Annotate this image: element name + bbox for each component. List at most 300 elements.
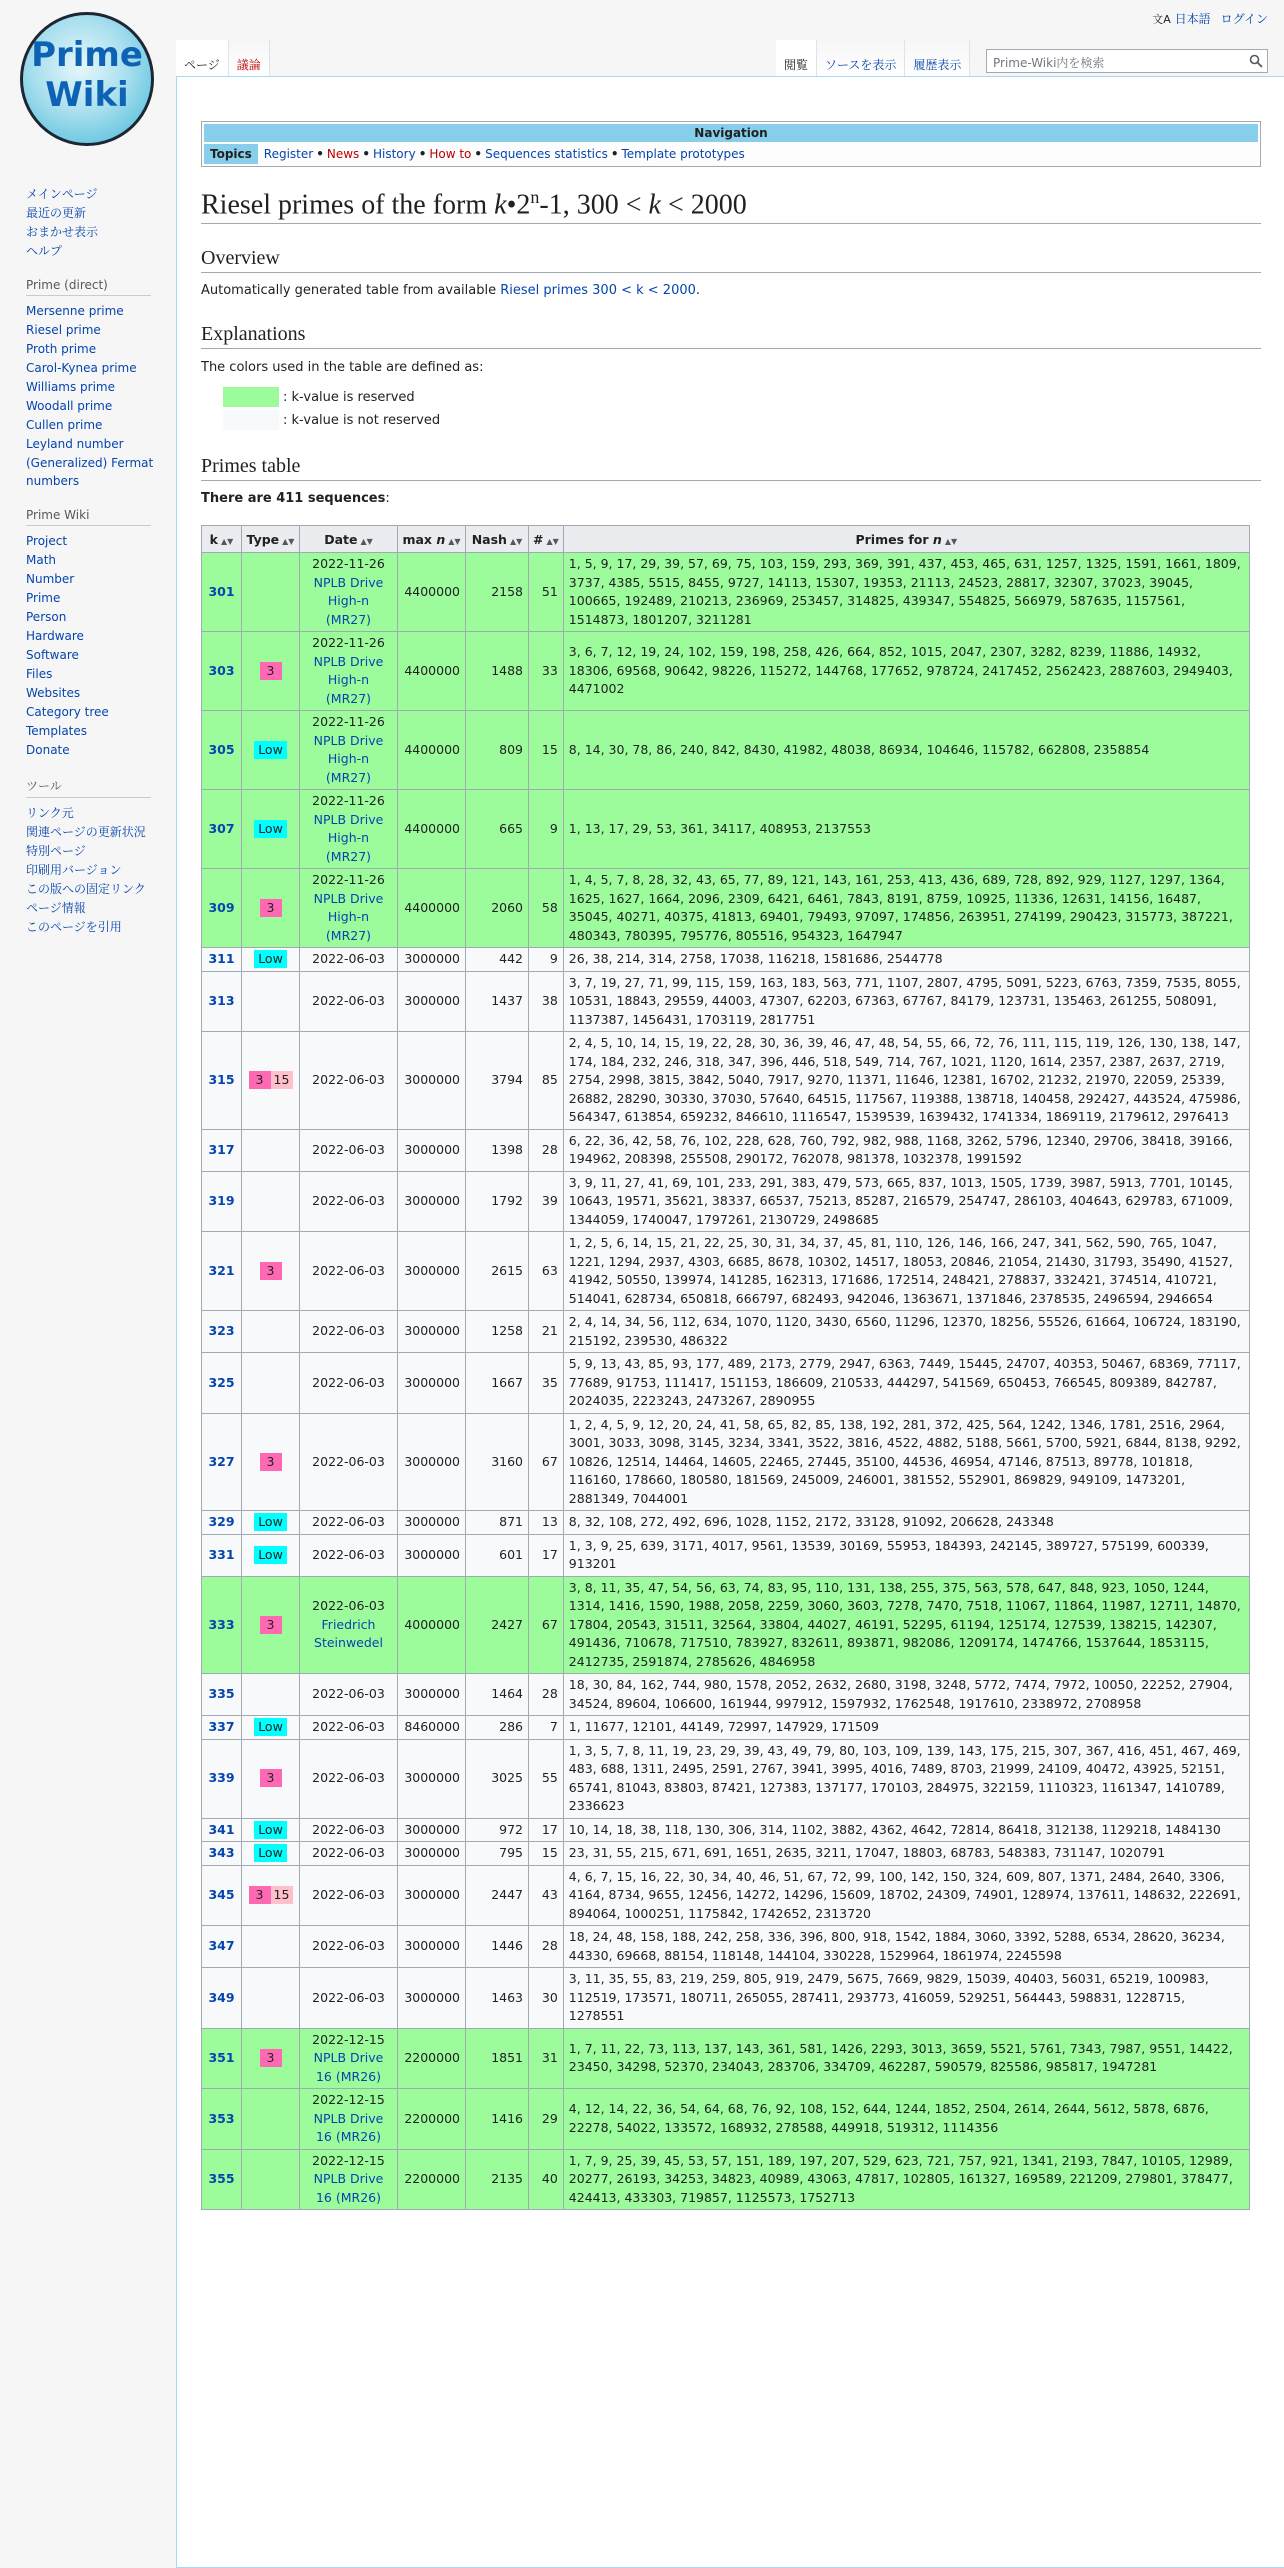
- count-cell: 40: [529, 2149, 564, 2210]
- bullet-separator: •: [610, 147, 619, 161]
- date-cell: [300, 1576, 398, 1674]
- type-badge: 15: [271, 1071, 293, 1089]
- date-cell: [300, 1171, 398, 1232]
- site-logo[interactable]: [20, 12, 154, 146]
- navbox-link[interactable]: News: [326, 147, 360, 161]
- primes-cell: 8, 32, 108, 272, 492, 696, 1028, 1152, 2172, 33128, 91092, 206628, 243348: [563, 1511, 1249, 1535]
- max-n-cell: 3000000: [398, 1511, 466, 1535]
- primes-cell: 1, 5, 9, 17, 29, 39, 57, 69, 75, 103, 159, 293, 369, 391, 437, 453, 465, 631, 1257, 1325, 1591, 1661, 1809, 3737, 4385, 5515, 8455, 9727, 14113, 15307, 19353, 21113, 24523, 28817, 32307, 37023, 39045, 100665, 192489, 210213, 236969, 253457, 314825, 439347, 554825, 566979, 587635, 1157561, 1514873, 1801207, 3211281: [563, 553, 1249, 632]
- sidebar-prime-wiki-item[interactable]: [26, 646, 176, 664]
- type-badge: 3: [260, 1262, 282, 1280]
- tab-page[interactable]: ページ: [176, 40, 229, 76]
- type-badge: 15: [271, 1886, 293, 1904]
- reserved-by-link[interactable]: NPLB Drive High-n (MR27): [313, 574, 384, 627]
- count-cell: 28: [529, 1926, 564, 1968]
- date-cell: [300, 2028, 398, 2089]
- date-text: 2022-06-03: [312, 951, 385, 966]
- search-icon[interactable]: [1249, 53, 1263, 72]
- sidebar-prime-wiki-link[interactable]: Person: [26, 610, 67, 624]
- sidebar-prime-wiki-link[interactable]: Number: [26, 572, 75, 586]
- bullet-separator: •: [362, 147, 370, 161]
- legend-not-reserved: : k-value is not reserved: [223, 410, 440, 430]
- sidebar-nav-link[interactable]: おまかせ表示: [26, 225, 99, 239]
- type-badge: 3: [260, 1453, 282, 1471]
- k-value-link[interactable]: 331: [202, 1534, 242, 1576]
- max-n-cell: 4400000: [398, 553, 466, 632]
- count-cell: 33: [529, 632, 564, 711]
- date-text: 2022-06-03: [312, 1374, 385, 1390]
- sidebar-heading: Prime (direct): [26, 278, 151, 296]
- sidebar-prime-wiki-link[interactable]: Websites: [26, 686, 81, 700]
- reserved-by-link[interactable]: NPLB Drive 16 (MR26): [313, 2110, 384, 2144]
- type-cell: [242, 1865, 300, 1926]
- k-value-link[interactable]: 323: [202, 1311, 242, 1353]
- type-cell: [242, 1311, 300, 1353]
- primes-cell: 18, 24, 48, 158, 188, 242, 258, 336, 396, 800, 918, 1542, 1884, 3060, 3392, 5288, 6534, 28620, 36234, 44330, 69668, 88154, 118148, 144104, 330228, 1529964, 1861974, 2245598: [563, 1926, 1249, 1968]
- sidebar-tools-item[interactable]: [26, 804, 176, 822]
- date-text: 2022-06-03: [312, 1323, 385, 1339]
- nash-cell: 972: [466, 1818, 529, 1842]
- sidebar-tools-item[interactable]: [26, 823, 176, 841]
- sidebar-prime-wiki-link[interactable]: Files: [26, 667, 53, 681]
- date-cell: [300, 790, 398, 869]
- primes-cell: 1, 2, 4, 5, 9, 12, 20, 24, 41, 58, 65, 82, 85, 138, 192, 281, 372, 425, 564, 1242, 1346, 1781, 2516, 2964, 3001, 3033, 3098, 3145, 3234, 3341, 3522, 3816, 4522, 4882, 5188, 5661, 5700, 5921, 6844, 8138, 9292, 10826, 12514, 14464, 14605, 22465, 27445, 35100, 44536, 46954, 47146, 87513, 89778, 101818, 116160, 178660, 180580, 181569, 245009, 246001, 381552, 552901, 869829, 949109, 1473201, 2881349, 7044001: [563, 1413, 1249, 1511]
- sidebar-prime-wiki-link[interactable]: Project: [26, 534, 68, 548]
- k-value-link[interactable]: 327: [202, 1413, 242, 1511]
- table-row: [202, 1171, 1250, 1232]
- sidebar-prime-wiki-item[interactable]: [26, 665, 176, 683]
- k-value-link[interactable]: 353: [202, 2089, 242, 2150]
- sidebar-tools-link[interactable]: 印刷用バージョン: [26, 863, 122, 877]
- k-value-link[interactable]: 333: [202, 1576, 242, 1674]
- k-value-link[interactable]: 313: [202, 971, 242, 1032]
- primes-cell: 10, 14, 18, 38, 118, 130, 306, 314, 1102, 3882, 4362, 4642, 72814, 86418, 312138, 1129218, 1484130: [563, 1818, 1249, 1842]
- type-badge: 3: [260, 662, 282, 680]
- sidebar-nav-link[interactable]: メインページ: [26, 187, 98, 201]
- count-cell: 28: [529, 1129, 564, 1171]
- date-cell: [300, 971, 398, 1032]
- sidebar-prime-direct-item[interactable]: [26, 435, 176, 453]
- k-value-link[interactable]: 305: [202, 711, 242, 790]
- sidebar-prime-wiki-item[interactable]: [26, 684, 176, 702]
- k-value-link[interactable]: 301: [202, 553, 242, 632]
- type-cell: [242, 1413, 300, 1511]
- tab-talk[interactable]: 議論: [229, 40, 270, 76]
- count-cell: 67: [529, 1576, 564, 1674]
- sidebar-prime-wiki-link[interactable]: Prime: [26, 591, 61, 605]
- navbox-link[interactable]: Sequences statistics: [485, 147, 608, 161]
- count-cell: 31: [529, 2028, 564, 2089]
- sidebar-prime-direct-link[interactable]: Leyland number: [26, 437, 124, 451]
- type-badge: Low: [254, 741, 287, 759]
- date-cell: [300, 632, 398, 711]
- nash-cell: 1416: [466, 2089, 529, 2150]
- type-cell: [242, 1842, 300, 1866]
- date-cell: [300, 948, 398, 972]
- translate-icon: 文A: [1152, 13, 1171, 26]
- date-cell: [300, 1353, 398, 1414]
- sort-icon[interactable]: ▲▼: [282, 536, 295, 546]
- explanations-text: The colors used in the table are defined as:: [201, 360, 484, 375]
- sidebar-nav-item[interactable]: [26, 223, 176, 241]
- reserved-by-link[interactable]: NPLB Drive High-n (MR27): [313, 890, 384, 943]
- type-badge: Low: [254, 1513, 287, 1531]
- date-text: 2022-11-26: [312, 714, 385, 729]
- sidebar-prime-direct-item[interactable]: [26, 302, 176, 320]
- sidebar-nav-link[interactable]: ヘルプ: [26, 244, 63, 258]
- k-value-link[interactable]: 325: [202, 1353, 242, 1414]
- sidebar-prime-direct-link[interactable]: Riesel prime: [26, 323, 101, 337]
- search-placeholder: Prime-Wiki内を検索: [993, 56, 1105, 70]
- sidebar-tools-item[interactable]: [26, 880, 176, 898]
- primes-table: [201, 525, 1250, 2210]
- date-cell: [300, 869, 398, 948]
- sidebar-tools-link[interactable]: このページを引用: [26, 920, 122, 934]
- k-value-link[interactable]: 337: [202, 1716, 242, 1740]
- type-cell: [242, 2089, 300, 2150]
- table-row: [202, 2028, 1250, 2089]
- nash-cell: 1463: [466, 1968, 529, 2029]
- date-text: 2022-06-03: [312, 993, 385, 1008]
- table-row: [202, 711, 1250, 790]
- table-row: [202, 1968, 1250, 2029]
- sort-icon[interactable]: ▲▼: [944, 536, 958, 546]
- table-row: [202, 1865, 1250, 1926]
- k-value-link[interactable]: 307: [202, 790, 242, 869]
- date-text: 2022-06-03: [312, 1719, 385, 1734]
- date-cell: [300, 1511, 398, 1535]
- search-input[interactable]: [986, 49, 1268, 73]
- max-n-cell: 2200000: [398, 2028, 466, 2089]
- column-header[interactable]: # ▲▼: [529, 526, 564, 553]
- type-badge: Low: [254, 820, 287, 838]
- login-link[interactable]: ログイン: [1220, 12, 1268, 26]
- type-badge: Low: [254, 1546, 287, 1564]
- sidebar-prime-wiki-item[interactable]: [26, 608, 176, 626]
- count-cell: 15: [529, 1842, 564, 1866]
- date-text: 2022-12-15: [312, 2152, 385, 2168]
- sidebar-prime-direct-item[interactable]: [26, 397, 176, 415]
- sort-icon[interactable]: ▲▼: [546, 536, 559, 546]
- table-row: [202, 948, 1250, 972]
- primes-cell: 1, 4, 5, 7, 8, 28, 32, 43, 65, 77, 89, 121, 143, 161, 253, 413, 436, 689, 728, 892, 929, 1127, 1297, 1364, 1625, 1627, 1664, 2096, 2309, 6421, 6461, 7843, 8191, 8759, 10925, 11336, 12631, 14156, 16487, 35045, 40271, 40375, 41813, 69401, 79493, 97097, 174856, 263951, 274199, 290423, 315773, 387221, 480343, 780395, 795776, 805516, 954323, 1647947: [563, 869, 1249, 948]
- sidebar-prime-direct-item[interactable]: [26, 321, 176, 339]
- heading-explanations: Explanations: [201, 323, 1261, 349]
- sidebar-tools-item[interactable]: [26, 861, 176, 879]
- type-badge: 3: [260, 1616, 282, 1634]
- sidebar-prime-wiki-item[interactable]: [26, 627, 176, 645]
- max-n-cell: 3000000: [398, 1926, 466, 1968]
- column-header[interactable]: max n ▲▼: [398, 526, 466, 553]
- type-cell: [242, 1171, 300, 1232]
- k-value-link[interactable]: 335: [202, 1674, 242, 1716]
- type-cell: [242, 869, 300, 948]
- nash-cell: 1464: [466, 1674, 529, 1716]
- nash-cell: 2135: [466, 2149, 529, 2210]
- sort-icon[interactable]: ▲▼: [448, 536, 461, 546]
- sidebar-prime-wiki-item[interactable]: [26, 532, 176, 550]
- max-n-cell: 4000000: [398, 1576, 466, 1674]
- sidebar-tools-link[interactable]: この版への固定リンク: [26, 882, 146, 896]
- date-text: 2022-06-03: [312, 1193, 385, 1208]
- table-row: [202, 1534, 1250, 1576]
- type-cell: [242, 1534, 300, 1576]
- sidebar-prime-wiki-item[interactable]: [26, 703, 176, 721]
- max-n-cell: 4400000: [398, 790, 466, 869]
- reserved-by-link[interactable]: NPLB Drive 16 (MR26): [313, 2050, 384, 2084]
- date-cell: [300, 553, 398, 632]
- date-text: 2022-06-03: [312, 1262, 385, 1278]
- sidebar-prime-wiki-link[interactable]: Hardware: [26, 629, 84, 643]
- k-value-link[interactable]: 319: [202, 1171, 242, 1232]
- k-value-link[interactable]: 317: [202, 1129, 242, 1171]
- type-cell: [242, 1129, 300, 1171]
- k-value-link[interactable]: 311: [202, 948, 242, 972]
- main-content: [176, 76, 1284, 2568]
- column-header[interactable]: Date ▲▼: [300, 526, 398, 553]
- count-cell: 21: [529, 1311, 564, 1353]
- nash-cell: 1851: [466, 2028, 529, 2089]
- table-row: [202, 1739, 1250, 1818]
- type-badge: 3: [260, 1769, 282, 1787]
- sidebar-nav-item[interactable]: [26, 242, 176, 260]
- max-n-cell: 3000000: [398, 1032, 466, 1130]
- type-cell: [242, 1353, 300, 1414]
- table-row: [202, 1353, 1250, 1414]
- primes-cell: 1, 3, 9, 25, 639, 3171, 4017, 9561, 13539, 30169, 55953, 184393, 242145, 389727, 575199, 600339, 913201: [563, 1534, 1249, 1576]
- date-cell: [300, 1674, 398, 1716]
- nash-cell: 1792: [466, 1171, 529, 1232]
- sidebar-prime-direct-link[interactable]: Mersenne prime: [26, 304, 124, 318]
- navbox-link[interactable]: How to: [429, 147, 472, 161]
- max-n-cell: 4400000: [398, 632, 466, 711]
- reserved-by-link[interactable]: NPLB Drive High-n (MR27): [313, 811, 384, 864]
- riesel-primes-link[interactable]: Riesel primes 300 < k < 2000: [500, 283, 696, 298]
- sort-icon[interactable]: ▲▼: [509, 536, 523, 546]
- reserved-by-link[interactable]: NPLB Drive High-n (MR27): [313, 653, 384, 706]
- reserved-by-link[interactable]: Friedrich Steinwedel: [314, 1616, 383, 1650]
- type-cell: [242, 1716, 300, 1740]
- k-value-link[interactable]: 339: [202, 1739, 242, 1818]
- sidebar-prime-direct-link[interactable]: Proth prime: [26, 342, 97, 356]
- navbox-link[interactable]: Template prototypes: [621, 147, 745, 161]
- sidebar-nav-link[interactable]: 最近の更新: [26, 206, 87, 220]
- navbox-group: Topics: [204, 144, 258, 164]
- k-value-link[interactable]: 303: [202, 632, 242, 711]
- column-header[interactable]: Primes for n ▲▼: [563, 526, 1249, 553]
- sidebar-prime-wiki: [26, 508, 176, 759]
- nash-cell: 871: [466, 1511, 529, 1535]
- column-header[interactable]: Nash ▲▼: [466, 526, 529, 553]
- primes-cell: 1, 11677, 12101, 44149, 72997, 147929, 171509: [563, 1716, 1249, 1740]
- type-cell: [242, 1818, 300, 1842]
- table-row: [202, 971, 1250, 1032]
- sidebar-prime-wiki-item[interactable]: [26, 722, 176, 740]
- type-cell: [242, 2149, 300, 2210]
- date-cell: [300, 1232, 398, 1311]
- sidebar-prime-direct-link[interactable]: Cullen prime: [26, 418, 103, 432]
- bullet-separator: •: [418, 147, 427, 161]
- k-value-link[interactable]: 309: [202, 869, 242, 948]
- sidebar: [26, 185, 176, 954]
- table-row: [202, 1511, 1250, 1535]
- sidebar-prime-wiki-link[interactable]: Templates: [26, 724, 88, 738]
- k-value-link[interactable]: 355: [202, 2149, 242, 2210]
- table-row: [202, 1576, 1250, 1674]
- date-text: 2022-11-26: [312, 793, 385, 808]
- sidebar-nav-item[interactable]: [26, 185, 176, 203]
- column-header[interactable]: k ▲▼: [202, 526, 242, 553]
- date-text: 2022-06-03: [312, 1453, 385, 1469]
- sidebar-tools-item[interactable]: [26, 842, 176, 860]
- sidebar-tools-item[interactable]: [26, 918, 176, 936]
- type-cell: [242, 1232, 300, 1311]
- namespace-tabs: [176, 40, 270, 76]
- nash-cell: 3160: [466, 1413, 529, 1511]
- sidebar-nav-item[interactable]: [26, 204, 176, 222]
- count-cell: 39: [529, 1171, 564, 1232]
- k-value-link[interactable]: 315: [202, 1032, 242, 1130]
- navbox-links: [258, 144, 751, 164]
- sidebar-prime-wiki-item[interactable]: [26, 741, 176, 759]
- sidebar-prime-direct-item[interactable]: [26, 340, 176, 358]
- personal-tools: [1132, 10, 1268, 27]
- date-cell: [300, 1534, 398, 1576]
- count-cell: 7: [529, 1716, 564, 1740]
- column-header[interactable]: Type ▲▼: [242, 526, 300, 553]
- primes-cell: 1, 2, 5, 6, 14, 15, 21, 22, 25, 30, 31, 34, 37, 45, 81, 110, 126, 146, 166, 247, 341, 562, 590, 765, 1047, 1221, 1294, 2937, 4303, 6685, 8678, 10302, 14517, 18053, 20846, 21054, 21430, 31793, 35490, 41527, 41942, 50550, 139974, 141285, 162313, 171686, 172514, 248421, 278837, 332421, 374514, 410721, 514041, 628734, 650818, 666797, 682493, 942046, 1363671, 1371846, 2378535, 2496594, 2946654: [563, 1232, 1249, 1311]
- k-value-link[interactable]: 345: [202, 1865, 242, 1926]
- sidebar-prime-direct-link[interactable]: Carol-Kynea prime: [26, 361, 137, 375]
- reserved-by-link[interactable]: NPLB Drive High-n (MR27): [313, 732, 384, 785]
- type-cell: [242, 1926, 300, 1968]
- sidebar-prime-direct-item[interactable]: [26, 378, 176, 396]
- date-cell: [300, 1413, 398, 1511]
- navbox-link[interactable]: Register: [263, 147, 314, 161]
- date-text: 2022-06-03: [312, 1546, 385, 1562]
- date-cell: [300, 1968, 398, 2029]
- sidebar-prime-wiki-item[interactable]: [26, 570, 176, 588]
- sidebar-prime-direct-link[interactable]: Williams prime: [26, 380, 116, 394]
- count-cell: 9: [529, 790, 564, 869]
- primes-cell: 8, 14, 30, 78, 86, 240, 842, 8430, 41982, 48038, 86934, 104646, 115782, 662808, 2358854: [563, 711, 1249, 790]
- sort-icon[interactable]: ▲▼: [221, 536, 234, 546]
- sidebar-prime-direct-item[interactable]: [26, 359, 176, 377]
- count-cell: 58: [529, 869, 564, 948]
- count-cell: 17: [529, 1534, 564, 1576]
- sidebar-tools-item[interactable]: [26, 899, 176, 917]
- date-text: 2022-06-03: [312, 1938, 385, 1954]
- date-text: 2022-12-15: [312, 2092, 385, 2107]
- language-link[interactable]: 文A 日本語: [1152, 12, 1211, 26]
- type-badge: Low: [254, 950, 287, 968]
- k-value-link[interactable]: 343: [202, 1842, 242, 1866]
- table-row: [202, 790, 1250, 869]
- navbox-link[interactable]: History: [372, 147, 416, 161]
- sidebar-prime-wiki-link[interactable]: Donate: [26, 743, 70, 757]
- date-cell: [300, 1926, 398, 1968]
- max-n-cell: 3000000: [398, 971, 466, 1032]
- nash-cell: 2060: [466, 869, 529, 948]
- navbox-title: Navigation: [204, 124, 1258, 142]
- sidebar-prime-wiki-link[interactable]: Category tree: [26, 705, 109, 719]
- max-n-cell: 3000000: [398, 948, 466, 972]
- max-n-cell: 3000000: [398, 1353, 466, 1414]
- date-cell: [300, 1739, 398, 1818]
- date-text: 2022-06-03: [312, 1686, 385, 1702]
- tab-history[interactable]: 履歴表示: [905, 40, 970, 76]
- primes-cell: 4, 6, 7, 15, 16, 22, 30, 34, 40, 46, 51, 67, 72, 99, 100, 142, 150, 324, 609, 807, 1371, 2484, 2640, 3306, 4164, 8734, 9655, 12456, 14272, 14296, 15609, 18702, 24309, 74901, 128974, 137611, 148632, 222691, 894064, 1000251, 1175842, 1742652, 2313720: [563, 1865, 1249, 1926]
- primes-cell: 23, 31, 55, 215, 671, 691, 1651, 2635, 3211, 17047, 18803, 68783, 548383, 731147, 1020791: [563, 1842, 1249, 1866]
- table-row: [202, 1129, 1250, 1171]
- table-row: [202, 1413, 1250, 1511]
- k-value-link[interactable]: 329: [202, 1511, 242, 1535]
- sidebar-tools-link[interactable]: 特別ページ: [26, 844, 86, 858]
- sidebar-tools-link[interactable]: リンク元: [26, 806, 74, 820]
- nash-cell: 442: [466, 948, 529, 972]
- sidebar-tools: [26, 777, 176, 936]
- sidebar-prime-wiki-item[interactable]: [26, 551, 176, 569]
- logo-text-wiki: Wiki: [45, 75, 129, 116]
- max-n-cell: 3000000: [398, 1865, 466, 1926]
- sidebar-prime-wiki-link[interactable]: Software: [26, 648, 79, 662]
- nash-cell: 1398: [466, 1129, 529, 1171]
- sidebar-prime-direct-link[interactable]: (Generalized) Fermat numbers: [26, 456, 154, 488]
- table-row: [202, 1674, 1250, 1716]
- table-row: [202, 1232, 1250, 1311]
- nash-cell: 2447: [466, 1865, 529, 1926]
- primes-cell: 1, 7, 11, 22, 73, 113, 137, 143, 361, 581, 1426, 2293, 3013, 3659, 5521, 5761, 7343, 7987, 9551, 14422, 23450, 34298, 52370, 234043, 283706, 334709, 462287, 590579, 825586, 985817, 1947281: [563, 2028, 1249, 2089]
- table-row: [202, 869, 1250, 948]
- date-text: 2022-11-26: [312, 556, 385, 571]
- k-value-link[interactable]: 349: [202, 1968, 242, 2029]
- sidebar-prime-wiki-item[interactable]: [26, 589, 176, 607]
- date-cell: [300, 1818, 398, 1842]
- sidebar-prime-direct: [26, 278, 176, 490]
- reserved-by-link[interactable]: NPLB Drive 16 (MR26): [313, 2171, 384, 2205]
- type-badge: 3: [249, 1071, 271, 1089]
- sidebar-prime-direct-link[interactable]: Woodall prime: [26, 399, 113, 413]
- max-n-cell: 3000000: [398, 1674, 466, 1716]
- primes-cell: 2, 4, 5, 10, 14, 15, 19, 22, 28, 30, 36, 39, 46, 47, 48, 54, 55, 66, 72, 76, 111, 115, 119, 126, 130, 138, 147, 174, 184, 232, 246, 318, 347, 396, 446, 518, 549, 714, 767, 1021, 1120, 1614, 2357, 2387, 2637, 2719, 2754, 2998, 3815, 3842, 5040, 7917, 9270, 11371, 11646, 12381, 16702, 21232, 21970, 22059, 25339, 26882, 28290, 30330, 37030, 57640, 64515, 117567, 119388, 138718, 140458, 292427, 443524, 475986, 564347, 613854, 659232, 846610, 1116547, 1539539, 1639432, 1741334, 1869119, 2179612, 2976413: [563, 1032, 1249, 1130]
- nash-cell: 2427: [466, 1576, 529, 1674]
- type-cell: [242, 2028, 300, 2089]
- k-value-link[interactable]: 347: [202, 1926, 242, 1968]
- date-text: 2022-06-03: [312, 1141, 385, 1157]
- tab-view-source[interactable]: ソースを表示: [817, 40, 905, 76]
- k-value-link[interactable]: 321: [202, 1232, 242, 1311]
- max-n-cell: 3000000: [398, 1129, 466, 1171]
- sidebar-prime-wiki-link[interactable]: Math: [26, 553, 57, 567]
- sort-icon[interactable]: ▲▼: [360, 536, 373, 546]
- sidebar-prime-direct-item[interactable]: [26, 454, 176, 490]
- primes-cell: 1, 7, 9, 25, 39, 45, 53, 57, 151, 189, 197, 207, 529, 623, 721, 757, 921, 1341, 2193, 7847, 10105, 12989, 20277, 26193, 34253, 34823, 40989, 43063, 47817, 102805, 161327, 169589, 221209, 279801, 378477, 424413, 433303, 719857, 1125573, 1752713: [563, 2149, 1249, 2210]
- sequence-count: There are 411 sequences:: [201, 491, 390, 506]
- heading-overview: Overview: [201, 247, 1261, 273]
- table-row: [202, 632, 1250, 711]
- sidebar-tools-link[interactable]: 関連ページの更新状況: [26, 825, 146, 839]
- k-value-link[interactable]: 341: [202, 1818, 242, 1842]
- heading-primes-table: Primes table: [201, 455, 1261, 481]
- primes-cell: 3, 11, 35, 55, 83, 219, 259, 805, 919, 2479, 5675, 7669, 9829, 15039, 40403, 56031, 65219, 100983, 112519, 173571, 180711, 265055, 287411, 293773, 416059, 529251, 564443, 598831, 1228715, 1278551: [563, 1968, 1249, 2029]
- sidebar-prime-direct-item[interactable]: [26, 416, 176, 434]
- nash-cell: 286: [466, 1716, 529, 1740]
- sidebar-tools-link[interactable]: ページ情報: [26, 901, 86, 915]
- k-value-link[interactable]: 351: [202, 2028, 242, 2089]
- count-cell: 17: [529, 1818, 564, 1842]
- sidebar-heading: Prime Wiki: [26, 508, 151, 526]
- tab-view[interactable]: 閲覧: [776, 40, 817, 76]
